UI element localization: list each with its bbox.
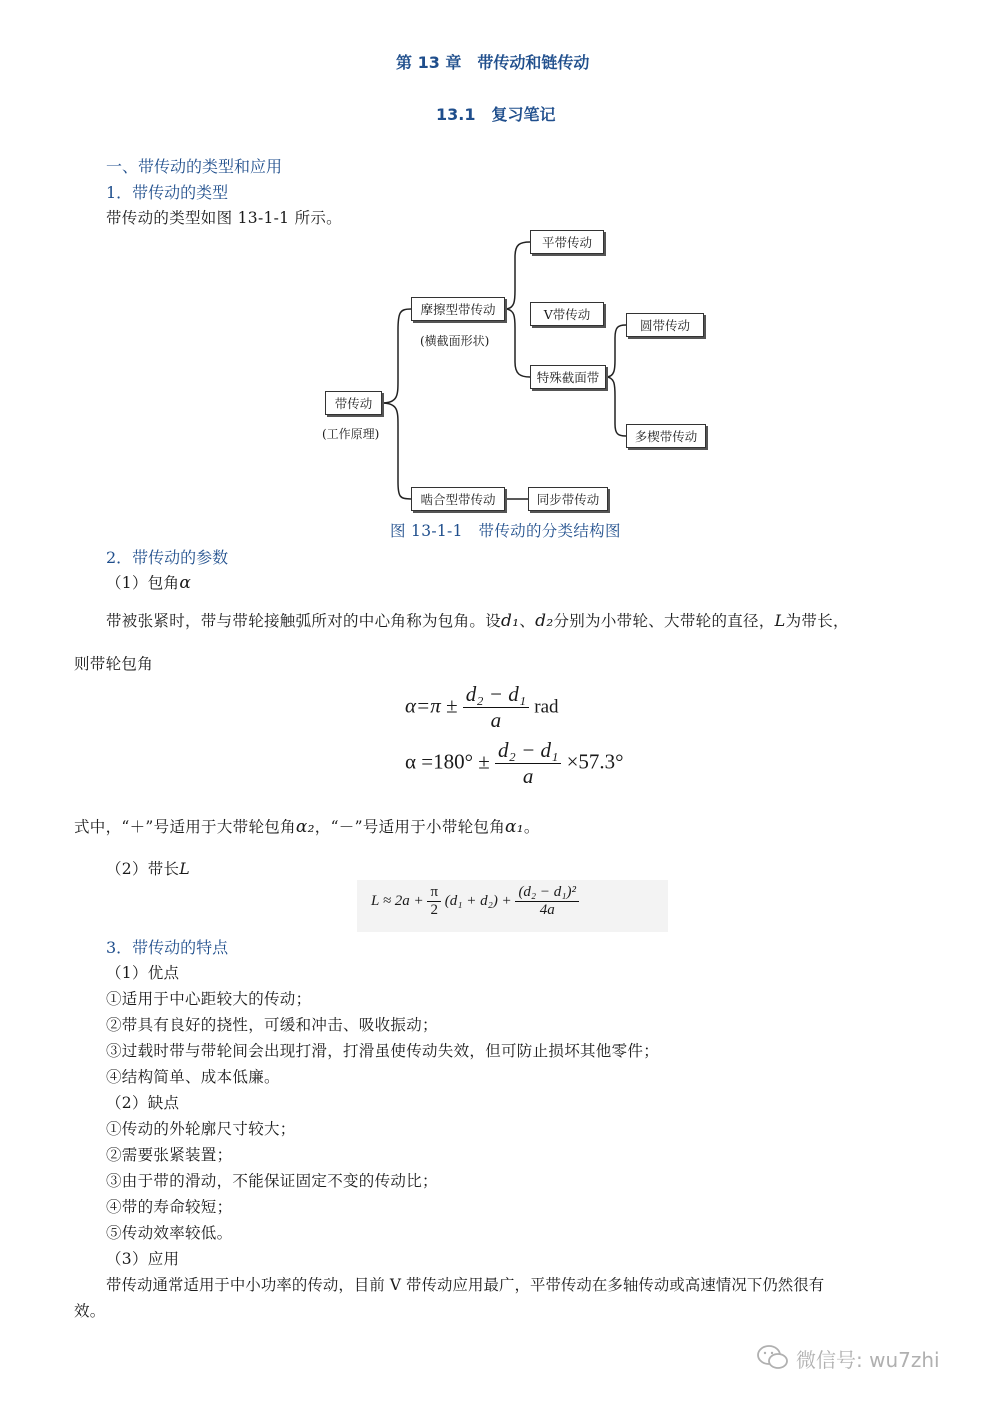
disadvantage-item-4: ④带的寿命较短；	[106, 1198, 233, 1216]
heading-belt-types-applications: 一、带传动的类型和应用	[106, 157, 283, 176]
advantages-title: （1）优点	[106, 964, 180, 982]
node-friction-belt: 摩擦型带传动	[411, 297, 505, 321]
advantage-item-2: ②带具有良好的挠性，可缓和冲击、吸收振动；	[106, 1016, 438, 1034]
application-line-2: 效。	[74, 1302, 106, 1320]
node-special-section-belt: 特殊截面带	[530, 365, 606, 389]
disadvantages-title: （2）缺点	[106, 1094, 180, 1112]
formula1-numerator: d₂ − d₁	[463, 682, 529, 708]
formula1-denominator: a	[490, 708, 502, 732]
wrap-angle-text-a: 带被张紧时，带与带轮接触弧所对的中心角称为包角。设	[106, 612, 502, 630]
wrap-angle-title: （1）包角	[106, 574, 180, 592]
belt-length-title: （2）带长	[106, 860, 180, 878]
formula2-numerator: d₂ − d₁	[495, 738, 561, 764]
diagram-connectors	[0, 0, 992, 560]
alpha1-symbol: α₁	[505, 817, 524, 837]
d2-symbol: d₂	[535, 611, 554, 631]
heading-belt-types: 1．带传动的类型	[106, 183, 229, 202]
formula1-lhs: α=π ±	[405, 693, 458, 718]
section-title: 13.1 复习笔记	[436, 105, 556, 124]
application-title: （3）应用	[106, 1250, 180, 1268]
alpha2-symbol: α₂	[295, 817, 315, 837]
node-v-belt: V带传动	[530, 302, 604, 326]
sign-note-b: ，“－”号适用于小带轮包角	[314, 818, 506, 836]
classification-diagram	[0, 0, 992, 560]
belt-length-heading	[106, 857, 190, 879]
formulaL-pi-fraction	[427, 884, 441, 919]
sign-note-a: 式中，“＋”号适用于大带轮包角	[74, 818, 296, 836]
formula-wrap-angle-rad	[405, 682, 559, 733]
formulaL-fraction	[515, 884, 579, 919]
advantage-item-4: ④结构简单、成本低廉。	[106, 1068, 280, 1086]
formulaL-lhs: L ≈ 2a +	[371, 892, 424, 909]
node-mesh-belt: 啮合型带传动	[411, 487, 505, 511]
disadvantage-item-5: ⑤传动效率较低。	[106, 1224, 233, 1242]
advantage-item-1: ①适用于中心距较大的传动；	[106, 990, 312, 1008]
d1-symbol: d₁	[501, 611, 520, 631]
wrap-angle-paragraph	[106, 609, 849, 631]
formulaL-pi-den: 2	[430, 902, 438, 918]
node-flat-belt: 平带传动	[530, 230, 604, 254]
application-line-1: 带传动通常适用于中小功率的传动，目前 V 带传动应用最广，平带传动在多轴传动或高速情况下仍然很有	[106, 1276, 825, 1294]
node-round-belt: 圆带传动	[626, 313, 704, 337]
disadvantage-item-3: ③由于带的滑动，不能保证固定不变的传动比；	[106, 1172, 438, 1190]
figure-caption: 图 13-1-1 带传动的分类结构图	[390, 522, 621, 540]
alpha-symbol: α	[179, 573, 192, 593]
node-friction-belt-note: (横截面形状)	[420, 334, 490, 348]
node-belt-drive: 带传动	[325, 391, 382, 415]
disadvantage-item-2: ②需要张紧装置；	[106, 1146, 233, 1164]
node-multi-v-belt: 多楔带传动	[626, 424, 706, 448]
node-sync-belt: 同步带传动	[528, 487, 608, 511]
wrap-angle-text-d: 则带轮包角	[74, 655, 154, 673]
formula2-fraction	[495, 738, 561, 789]
sign-note	[74, 815, 540, 837]
wrap-angle-text-c: 为带长，	[785, 612, 849, 630]
heading-belt-features: 3．带传动的特点	[106, 938, 229, 957]
heading-belt-parameters: 2．带传动的参数	[106, 548, 229, 567]
wrap-angle-text-b: 分别为小带轮、大带轮的直径，	[553, 612, 775, 630]
disadvantage-item-1: ①传动的外轮廓尺寸较大；	[106, 1120, 296, 1138]
formula2-tail: ×57.3°	[566, 749, 624, 774]
node-belt-drive-note: (工作原理)	[322, 427, 380, 441]
formula-wrap-angle-deg	[405, 738, 624, 789]
formulaL-numerator: (d₂ − d₁)²	[515, 884, 579, 902]
chapter-title: 第 13 章 带传动和链传动	[396, 53, 590, 72]
wrap-angle-heading	[106, 571, 191, 593]
formula2-lhs: α =180° ±	[405, 749, 490, 774]
wechat-id: 微信号: wu7zhi	[796, 1348, 940, 1372]
wrap-angle-sep: 、	[519, 612, 536, 630]
formula-belt-length	[371, 884, 579, 919]
advantage-item-3: ③过载时带与带轮间会出现打滑，打滑虽使传动失效，但可防止损坏其他零件；	[106, 1042, 660, 1060]
L-symbol: L	[774, 611, 786, 630]
formulaL-mid: (d₁ + d₂) +	[444, 892, 512, 909]
sign-note-c: 。	[523, 818, 540, 836]
belt-length-symbol: L	[179, 860, 190, 878]
formula2-denominator: a	[522, 764, 534, 788]
belt-types-text: 带传动的类型如图 13-1-1 所示。	[106, 209, 342, 227]
formulaL-denominator: 4a	[539, 902, 555, 918]
formula1-fraction	[463, 682, 529, 733]
formula1-unit: rad	[534, 696, 559, 718]
wechat-icon	[756, 1344, 790, 1372]
formulaL-pi-num: π	[427, 884, 441, 902]
